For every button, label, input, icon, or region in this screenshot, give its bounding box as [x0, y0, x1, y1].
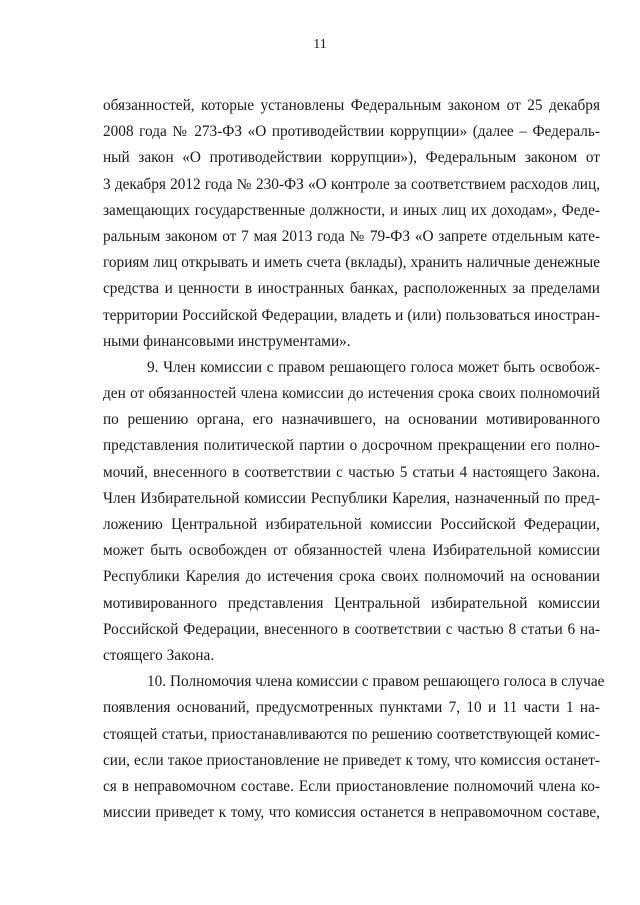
text-line: ложению Центральной избирательной комиссии Российской Федерации,	[103, 516, 600, 533]
document-body	[103, 93, 605, 826]
text-line: мотивированного представления Центральной избирательной комиссии	[103, 594, 600, 612]
text-line: 2008 года № 273-ФЗ «О противодействии коррупции» (далее – Федераль-	[103, 123, 600, 141]
text-line: по решению органа, его назначившего, на основании мотивированного	[103, 411, 600, 429]
text-line: Член Избирательной комиссии Республики Карелия, назначенный по пред-	[103, 489, 600, 507]
paragraph	[103, 355, 600, 669]
text-line: Республики Карелия до истечения срока своих полномочий на основании	[103, 568, 600, 586]
text-line: ся в неправомочном составе. Если приостановление полномочий члена ко-	[103, 777, 600, 795]
text-line: обязанностей, которые установлены Федеральным законом от 25 декабря	[103, 97, 600, 114]
text-line: ными финансовыми инструментами».	[103, 332, 351, 350]
text-line: 9. Член комиссии с правом решающего голоса может быть освобож-	[147, 358, 600, 376]
text-line: ден от обязанностей члена комиссии до истечения срока своих полномочий	[103, 385, 600, 403]
page-number: 11	[313, 37, 327, 52]
text-line: миссии приведет к тому, что комиссия останется в неправомочном составе,	[103, 804, 600, 822]
text-line: появления оснований, предусмотренных пунктами 7, 10 и 11 части 1 на-	[103, 699, 600, 717]
text-line: 10. Полномочия члена комиссии с правом решающего голоса в случае	[147, 673, 605, 691]
paragraph	[103, 93, 600, 355]
text-line: территории Российской Федерации, владеть и (или) пользоваться иностран-	[103, 306, 600, 324]
text-line: средства и ценности в иностранных банках, расположенных за пределами	[103, 280, 600, 298]
text-line: стоящей статьи, приостанавливаются по решению соответствующей комис-	[103, 725, 600, 743]
text-line: замещающих государственные должности, и иных лиц их доходам», Феде-	[103, 201, 600, 219]
text-line: сии, если такое приостановление не приведет к тому, что комиссия останет-	[103, 751, 600, 769]
text-line: ный закон «О противодействии коррупции»), Федеральным законом от	[103, 149, 600, 167]
text-line: гориям лиц открывать и иметь счета (вклады), хранить наличные денежные	[103, 254, 600, 272]
text-line: стоящего Закона.	[103, 646, 215, 664]
text-line: может быть освобожден от обязанностей члена Избирательной комиссии	[103, 542, 600, 560]
text-line: Российской Федерации, внесенного в соответствии с частью 8 статьи 6 на-	[103, 620, 600, 638]
text-line: 3 декабря 2012 года № 230-ФЗ «О контроле за соответствием расходов лиц,	[103, 175, 600, 193]
paragraph	[103, 669, 605, 826]
text-line: мочий, внесенного в соответствии с частью 5 статьи 4 настоящего Закона.	[103, 463, 600, 481]
text-line: ральным законом от 7 мая 2013 года № 79-ФЗ «О запрете отдельным кате-	[103, 227, 600, 245]
text-line: представления политической партии о досрочном прекращении его полно-	[103, 437, 600, 455]
